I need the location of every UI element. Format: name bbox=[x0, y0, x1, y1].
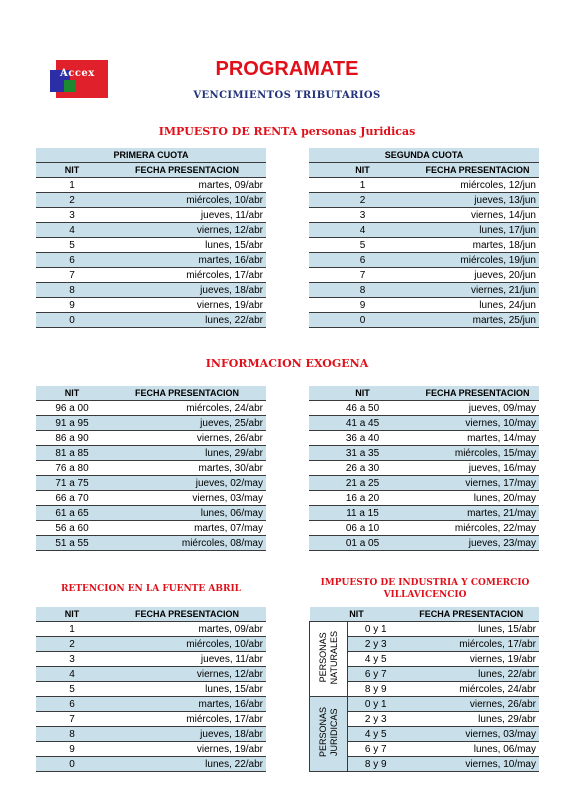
exogena-section-title: INFORMACION EXOGENA bbox=[205, 357, 369, 370]
table-row bbox=[36, 298, 266, 313]
nit-cell: 0 bbox=[36, 313, 108, 328]
fecha-cell: martes, 16/abr bbox=[108, 253, 266, 268]
col-nit-header: NIT bbox=[309, 386, 416, 401]
fecha-cell: viernes, 14/jun bbox=[416, 208, 539, 223]
nit-cell: 6 bbox=[36, 253, 108, 268]
retencion-table bbox=[36, 607, 266, 772]
col-fecha-header: FECHA PRESENTACION bbox=[416, 386, 539, 401]
nit-cell: 81 a 85 bbox=[36, 446, 108, 461]
nit-cell: 1 bbox=[36, 622, 108, 637]
table-row bbox=[36, 178, 266, 193]
nit-cell: 1 bbox=[36, 178, 108, 193]
nit-cell: 2 y 3 bbox=[348, 712, 404, 727]
retencion-section-title: RETENCION EN LA FUENTE ABRIL bbox=[61, 584, 241, 594]
table-row bbox=[36, 622, 266, 637]
fecha-cell: lunes, 22/abr bbox=[108, 757, 266, 772]
nit-cell: 2 bbox=[309, 193, 416, 208]
logo-text: Accex bbox=[60, 68, 95, 79]
nit-cell: 8 bbox=[309, 283, 416, 298]
fecha-cell: miércoles, 17/abr bbox=[404, 637, 540, 652]
group-label bbox=[310, 622, 348, 697]
fecha-cell: lunes, 15/abr bbox=[108, 682, 266, 697]
ica-title-line2: VILLAVICENCIO bbox=[383, 590, 467, 600]
fecha-cell: lunes, 15/abr bbox=[404, 622, 540, 637]
fecha-cell: lunes, 15/abr bbox=[108, 238, 266, 253]
fecha-cell: martes, 30/abr bbox=[108, 461, 266, 476]
col-fecha-header: FECHA PRESENTACION bbox=[404, 607, 540, 622]
fecha-cell: miércoles, 19/jun bbox=[416, 253, 539, 268]
fecha-cell: martes, 09/abr bbox=[108, 622, 266, 637]
table-row bbox=[309, 193, 539, 208]
nit-cell: 4 bbox=[36, 223, 108, 238]
fecha-cell: lunes, 22/abr bbox=[108, 313, 266, 328]
fecha-cell: viernes, 12/abr bbox=[108, 667, 266, 682]
table-row bbox=[309, 491, 539, 506]
fecha-cell: lunes, 06/may bbox=[108, 506, 266, 521]
table-row bbox=[36, 208, 266, 223]
nit-cell: 5 bbox=[36, 238, 108, 253]
retencion-rows bbox=[36, 622, 266, 772]
col-fecha-header: FECHA PRESENTACION bbox=[416, 163, 539, 178]
nit-cell: 4 bbox=[309, 223, 416, 238]
nit-cell: 31 a 35 bbox=[309, 446, 416, 461]
fecha-cell: lunes, 17/jun bbox=[416, 223, 539, 238]
col-nit-header: NIT bbox=[36, 386, 108, 401]
table-row bbox=[36, 283, 266, 298]
table-row bbox=[36, 757, 266, 772]
nit-cell: 6 y 7 bbox=[348, 742, 404, 757]
col-nit-header: NIT bbox=[310, 607, 404, 622]
group-label-line2: NATURALES bbox=[328, 630, 339, 685]
nit-cell: 36 a 40 bbox=[309, 431, 416, 446]
fecha-cell: viernes, 26/abr bbox=[108, 431, 266, 446]
table-row bbox=[36, 667, 266, 682]
fecha-cell: viernes, 17/may bbox=[416, 476, 539, 491]
nit-cell: 7 bbox=[309, 268, 416, 283]
fecha-cell: martes, 09/abr bbox=[108, 178, 266, 193]
renta-primera-rows bbox=[36, 178, 266, 328]
table-row bbox=[309, 446, 539, 461]
nit-cell: 9 bbox=[36, 742, 108, 757]
fecha-cell: martes, 18/jun bbox=[416, 238, 539, 253]
fecha-cell: lunes, 06/may bbox=[404, 742, 540, 757]
primera-cuota-header: PRIMERA CUOTA bbox=[36, 148, 266, 163]
table-row bbox=[36, 401, 266, 416]
nit-cell: 7 bbox=[36, 268, 108, 283]
table-row bbox=[36, 712, 266, 727]
col-fecha-header: FECHA PRESENTACION bbox=[108, 386, 266, 401]
col-nit-header: NIT bbox=[36, 607, 108, 622]
table-row bbox=[36, 652, 266, 667]
table-row bbox=[309, 476, 539, 491]
table-row bbox=[36, 521, 266, 536]
nit-cell: 2 y 3 bbox=[348, 637, 404, 652]
col-nit-header: NIT bbox=[36, 163, 108, 178]
group-label-line1: PERSONAS bbox=[317, 632, 328, 683]
nit-cell: 2 bbox=[36, 637, 108, 652]
ica-naturales-rows bbox=[310, 622, 540, 697]
fecha-cell: martes, 25/jun bbox=[416, 313, 539, 328]
table-row bbox=[36, 727, 266, 742]
nit-cell: 7 bbox=[36, 712, 108, 727]
table-row bbox=[309, 268, 539, 283]
nit-cell: 76 a 80 bbox=[36, 461, 108, 476]
table-row bbox=[309, 401, 539, 416]
nit-cell: 46 a 50 bbox=[309, 401, 416, 416]
fecha-cell: viernes, 19/abr bbox=[108, 298, 266, 313]
page-title: PROGRAMATE bbox=[215, 58, 359, 80]
nit-cell: 6 bbox=[309, 253, 416, 268]
table-row bbox=[36, 536, 266, 551]
fecha-cell: lunes, 29/abr bbox=[404, 712, 540, 727]
table-row bbox=[36, 431, 266, 446]
col-fecha-header: FECHA PRESENTACION bbox=[108, 163, 266, 178]
nit-cell: 0 y 1 bbox=[348, 697, 404, 712]
table-row bbox=[309, 521, 539, 536]
table-row bbox=[36, 313, 266, 328]
fecha-cell: viernes, 26/abr bbox=[404, 697, 540, 712]
fecha-cell: viernes, 21/jun bbox=[416, 283, 539, 298]
nit-cell: 96 a 00 bbox=[36, 401, 108, 416]
fecha-cell: miércoles, 12/jun bbox=[416, 178, 539, 193]
exogena-right-rows bbox=[309, 401, 539, 551]
nit-cell: 0 y 1 bbox=[348, 622, 404, 637]
fecha-cell: miércoles, 10/abr bbox=[108, 193, 266, 208]
nit-cell: 8 bbox=[36, 283, 108, 298]
nit-cell: 86 a 90 bbox=[36, 431, 108, 446]
table-row bbox=[36, 416, 266, 431]
nit-cell: 2 bbox=[36, 193, 108, 208]
fecha-cell: jueves, 16/may bbox=[416, 461, 539, 476]
fecha-cell: jueves, 11/abr bbox=[108, 208, 266, 223]
table-row bbox=[309, 238, 539, 253]
fecha-cell: viernes, 10/may bbox=[416, 416, 539, 431]
group-label-line2: JURIDICAS bbox=[328, 708, 339, 757]
nit-cell: 11 a 15 bbox=[309, 506, 416, 521]
exogena-right-table bbox=[309, 386, 539, 551]
nit-cell: 3 bbox=[309, 208, 416, 223]
group-label-line1: PERSONAS bbox=[317, 707, 328, 758]
fecha-cell: miércoles, 15/may bbox=[416, 446, 539, 461]
nit-cell: 01 a 05 bbox=[309, 536, 416, 551]
table-row bbox=[309, 283, 539, 298]
nit-cell: 9 bbox=[36, 298, 108, 313]
fecha-cell: viernes, 03/may bbox=[108, 491, 266, 506]
fecha-cell: miércoles, 08/may bbox=[108, 536, 266, 551]
fecha-cell: viernes, 10/may bbox=[404, 757, 540, 772]
nit-cell: 8 y 9 bbox=[348, 682, 404, 697]
fecha-cell: martes, 21/may bbox=[416, 506, 539, 521]
nit-cell: 51 a 55 bbox=[36, 536, 108, 551]
fecha-cell: miércoles, 17/abr bbox=[108, 268, 266, 283]
table-row bbox=[310, 622, 540, 637]
table-row bbox=[36, 253, 266, 268]
table-row bbox=[36, 461, 266, 476]
nit-cell: 61 a 65 bbox=[36, 506, 108, 521]
ica-section-title bbox=[300, 577, 550, 601]
nit-cell: 1 bbox=[309, 178, 416, 193]
group-label-text bbox=[318, 707, 340, 757]
renta-segunda-table bbox=[309, 148, 539, 328]
fecha-cell: viernes, 03/may bbox=[404, 727, 540, 742]
segunda-cuota-header: SEGUNDA CUOTA bbox=[309, 148, 539, 163]
fecha-cell: martes, 14/may bbox=[416, 431, 539, 446]
renta-segunda-rows bbox=[309, 178, 539, 328]
table-row bbox=[36, 742, 266, 757]
fecha-cell: jueves, 18/abr bbox=[108, 283, 266, 298]
fecha-cell: martes, 07/may bbox=[108, 521, 266, 536]
nit-cell: 91 a 95 bbox=[36, 416, 108, 431]
fecha-cell: viernes, 19/abr bbox=[108, 742, 266, 757]
page-subtitle: VENCIMIENTOS TRIBUTARIOS bbox=[193, 90, 381, 101]
table-row bbox=[309, 506, 539, 521]
table-row bbox=[36, 476, 266, 491]
fecha-cell: jueves, 13/jun bbox=[416, 193, 539, 208]
group-label bbox=[310, 697, 348, 772]
table-row bbox=[36, 193, 266, 208]
nit-cell: 4 y 5 bbox=[348, 727, 404, 742]
fecha-cell: lunes, 22/abr bbox=[404, 667, 540, 682]
nit-cell: 0 bbox=[36, 757, 108, 772]
fecha-cell: martes, 16/abr bbox=[108, 697, 266, 712]
fecha-cell: jueves, 02/may bbox=[108, 476, 266, 491]
fecha-cell: lunes, 20/may bbox=[416, 491, 539, 506]
fecha-cell: jueves, 20/jun bbox=[416, 268, 539, 283]
renta-section-title: IMPUESTO DE RENTA personas Juridicas bbox=[158, 125, 416, 138]
table-row bbox=[36, 491, 266, 506]
fecha-cell: jueves, 09/may bbox=[416, 401, 539, 416]
nit-cell: 8 y 9 bbox=[348, 757, 404, 772]
table-row bbox=[36, 238, 266, 253]
fecha-cell: viernes, 19/abr bbox=[404, 652, 540, 667]
table-row bbox=[309, 536, 539, 551]
fecha-cell: jueves, 23/may bbox=[416, 536, 539, 551]
nit-cell: 3 bbox=[36, 208, 108, 223]
table-row bbox=[36, 697, 266, 712]
table-row bbox=[309, 416, 539, 431]
col-fecha-header: FECHA PRESENTACION bbox=[108, 607, 266, 622]
table-row bbox=[36, 637, 266, 652]
nit-cell: 56 a 60 bbox=[36, 521, 108, 536]
table-row bbox=[309, 431, 539, 446]
table-row bbox=[36, 268, 266, 283]
ica-title-line1: IMPUESTO DE INDUSTRIA Y COMERCIO bbox=[320, 578, 530, 588]
table-row bbox=[309, 253, 539, 268]
nit-cell: 21 a 25 bbox=[309, 476, 416, 491]
group-label-text bbox=[318, 631, 340, 684]
fecha-cell: jueves, 18/abr bbox=[108, 727, 266, 742]
nit-cell: 06 a 10 bbox=[309, 521, 416, 536]
nit-cell: 16 a 20 bbox=[309, 491, 416, 506]
fecha-cell: viernes, 12/abr bbox=[108, 223, 266, 238]
fecha-cell: jueves, 25/abr bbox=[108, 416, 266, 431]
nit-cell: 71 a 75 bbox=[36, 476, 108, 491]
nit-cell: 6 y 7 bbox=[348, 667, 404, 682]
fecha-cell: lunes, 24/jun bbox=[416, 298, 539, 313]
table-row bbox=[309, 178, 539, 193]
fecha-cell: jueves, 11/abr bbox=[108, 652, 266, 667]
nit-cell: 6 bbox=[36, 697, 108, 712]
col-nit-header: NIT bbox=[309, 163, 416, 178]
ica-juridicas-rows bbox=[310, 697, 540, 772]
nit-cell: 5 bbox=[36, 682, 108, 697]
nit-cell: 66 a 70 bbox=[36, 491, 108, 506]
table-row bbox=[309, 298, 539, 313]
table-row bbox=[309, 461, 539, 476]
renta-primera-table bbox=[36, 148, 266, 328]
fecha-cell: miércoles, 24/abr bbox=[404, 682, 540, 697]
nit-cell: 26 a 30 bbox=[309, 461, 416, 476]
table-row bbox=[36, 682, 266, 697]
nit-cell: 8 bbox=[36, 727, 108, 742]
fecha-cell: miércoles, 24/abr bbox=[108, 401, 266, 416]
exogena-left-table bbox=[36, 386, 266, 551]
nit-cell: 9 bbox=[309, 298, 416, 313]
fecha-cell: lunes, 29/abr bbox=[108, 446, 266, 461]
nit-cell: 3 bbox=[36, 652, 108, 667]
table-row bbox=[309, 208, 539, 223]
table-row bbox=[36, 446, 266, 461]
table-row bbox=[309, 223, 539, 238]
table-row bbox=[36, 506, 266, 521]
exogena-left-rows bbox=[36, 401, 266, 551]
nit-cell: 4 y 5 bbox=[348, 652, 404, 667]
table-row bbox=[36, 223, 266, 238]
fecha-cell: miércoles, 17/abr bbox=[108, 712, 266, 727]
nit-cell: 41 a 45 bbox=[309, 416, 416, 431]
ica-table bbox=[309, 607, 539, 772]
nit-cell: 0 bbox=[309, 313, 416, 328]
nit-cell: 4 bbox=[36, 667, 108, 682]
table-row bbox=[310, 697, 540, 712]
fecha-cell: miércoles, 22/may bbox=[416, 521, 539, 536]
nit-cell: 5 bbox=[309, 238, 416, 253]
table-row bbox=[309, 313, 539, 328]
fecha-cell: miércoles, 10/abr bbox=[108, 637, 266, 652]
